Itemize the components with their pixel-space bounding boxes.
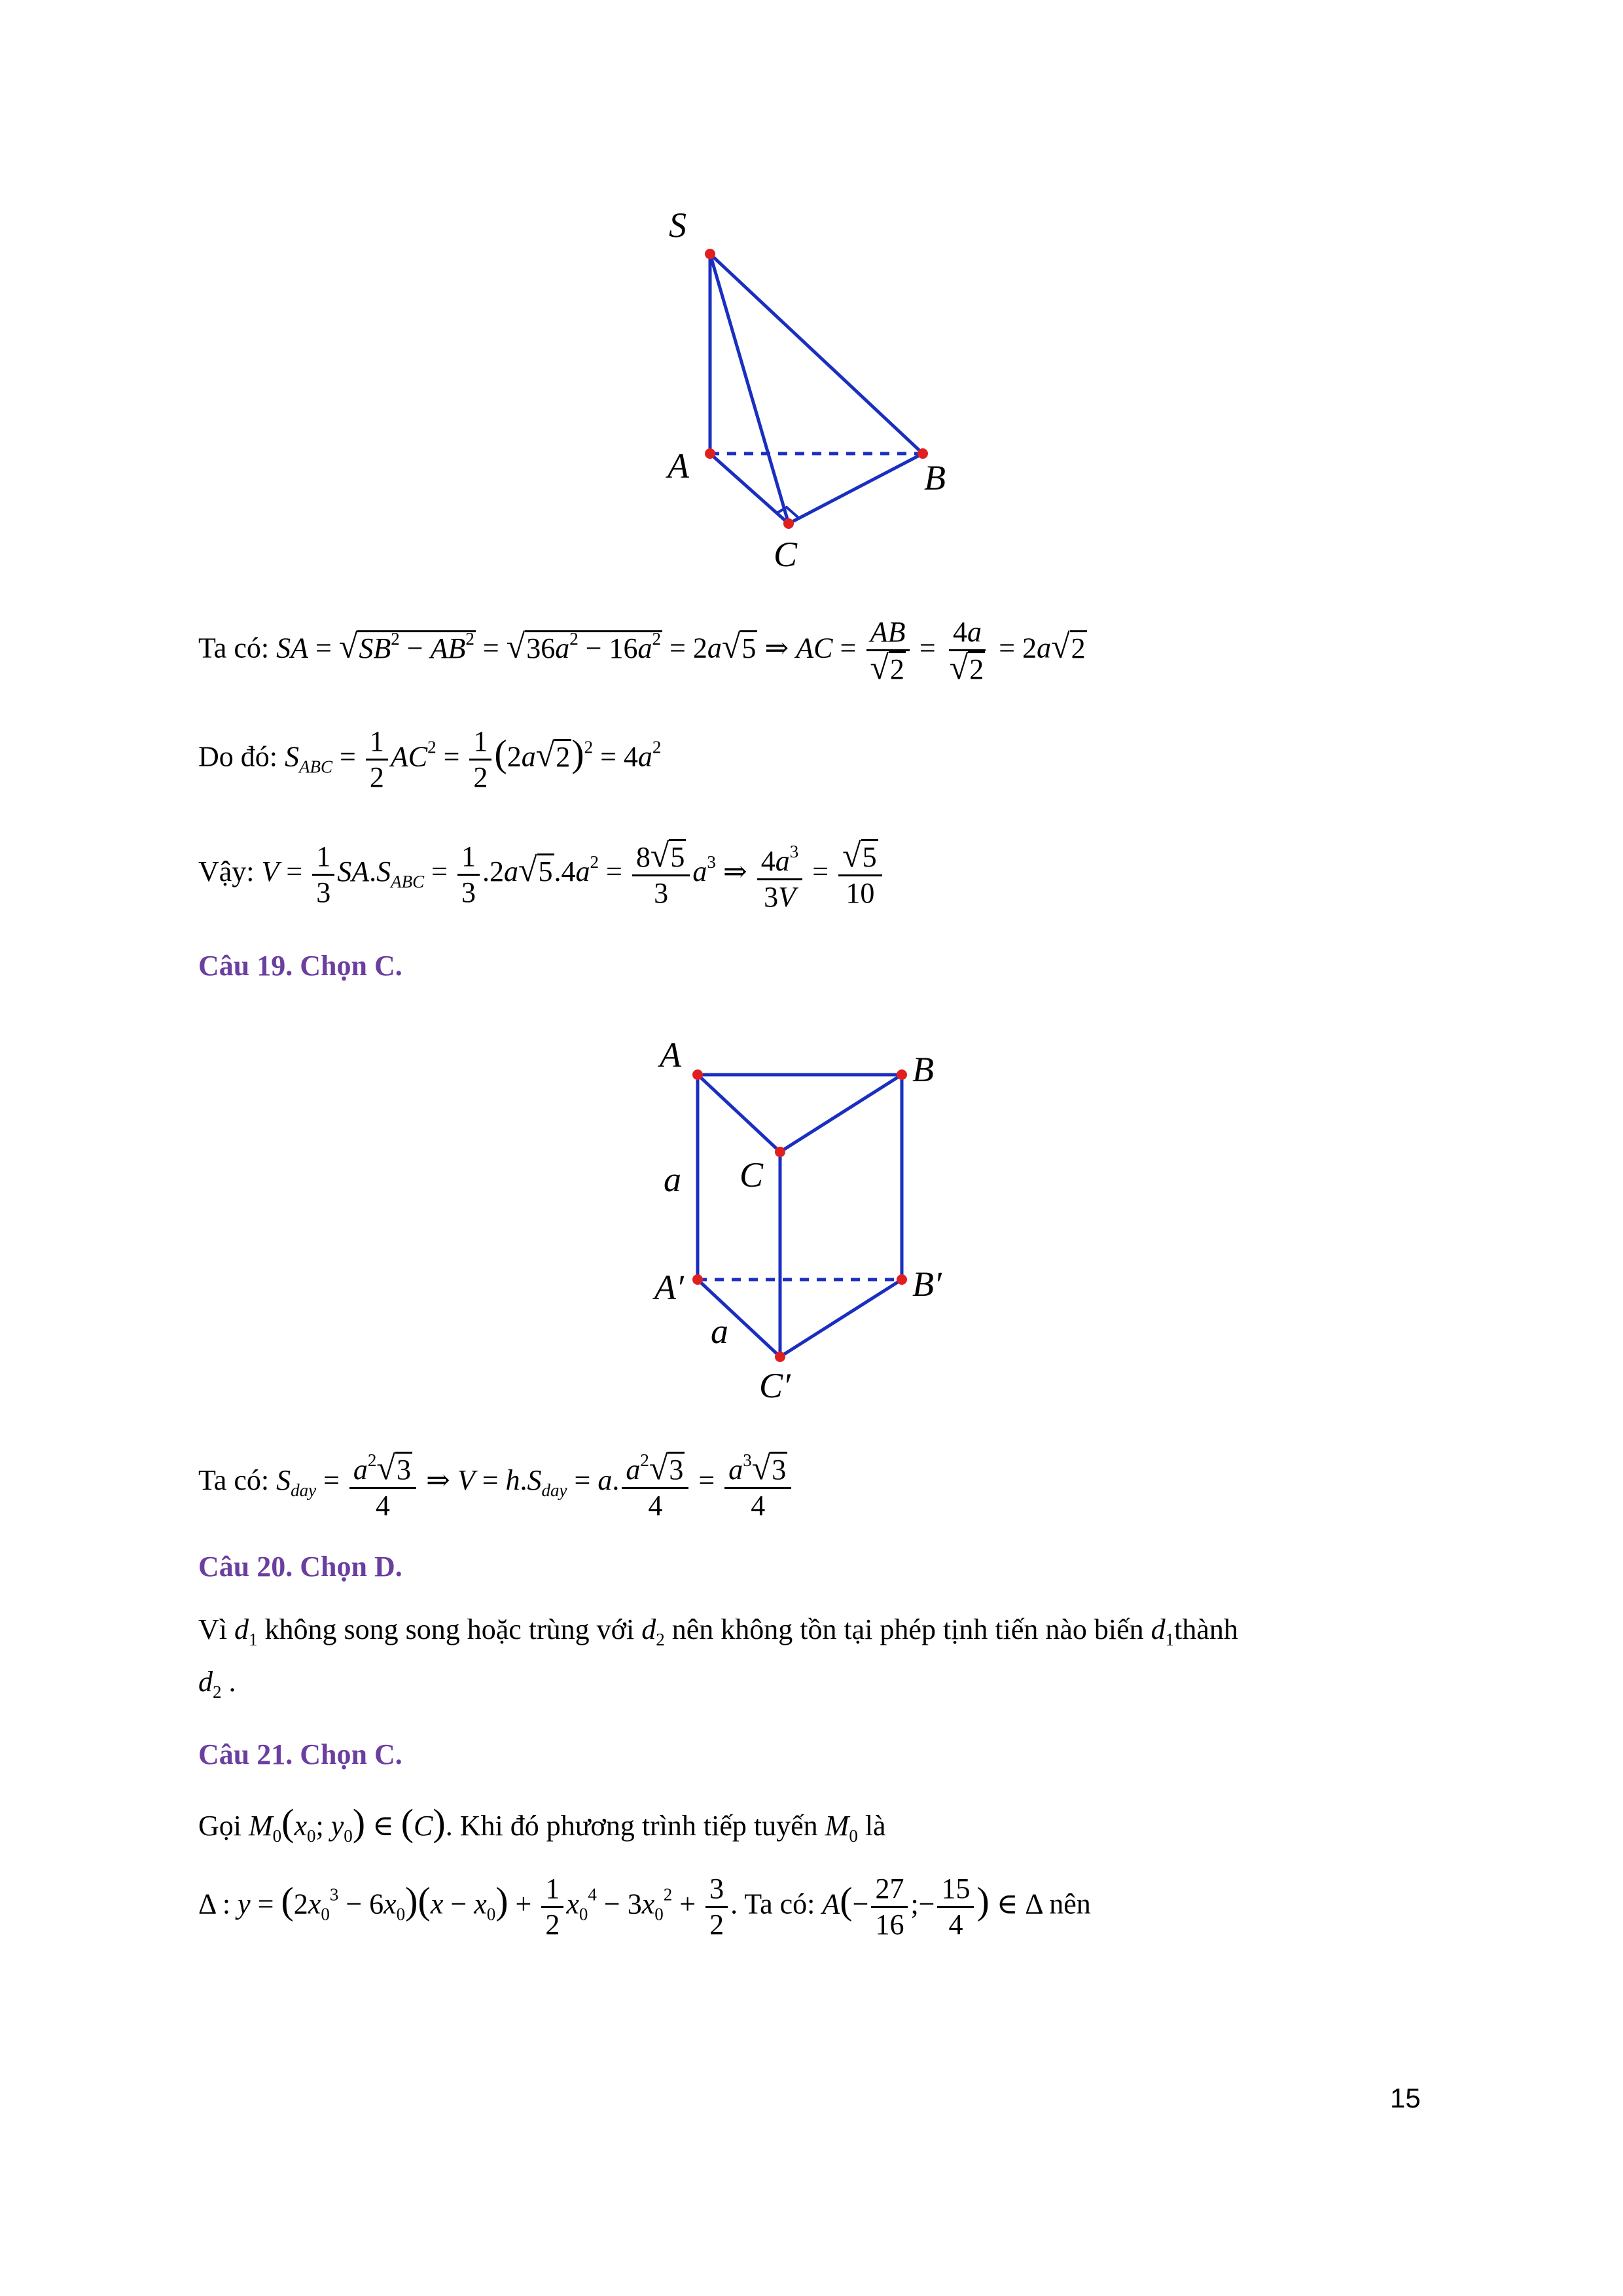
heading-q19: Câu 19. Chọn C. [198, 950, 402, 982]
equation-area-ABC: Do đó: $S_{ABC}$ = $\frac{1}{2}$ $AC^2$ = $\frac{1}{2}$ $(2a√2)^2 = 4a^2$ [198, 725, 662, 793]
q21-tangent-equation: Δ : $y = (2x_0^3 - 6x_0)(x - x_0)$ + $\frac{1}{2}$ $x_0^4 - 3x_0^2$ + $\frac{3}{2}$ . Ta có: A(− $\frac{27}{16}$ ;− $\frac{15}{4}$ ) ∈ Δ nên [198, 1873, 1091, 1941]
page-number: 15 [1390, 2083, 1421, 2113]
equation-volume: Vậy: V = $\frac{1}{3}$ $SA.S_{ABC}$ = $\frac{1}{3}$ $.2a√5.4a^2$ = $\frac{8√5}{3}$ $a^3$ ⇒ $\frac{4a^3}{3V}$ = $\frac{√5}{10}$ [198, 834, 885, 914]
figure-tetrahedron [641, 203, 982, 583]
label-side-a2: a [711, 1312, 728, 1351]
heading-q20: Câu 20. Chọn D. [198, 1551, 402, 1583]
equation-prism-volume: Ta có: $S_{day}$ = $\frac{a^2√3}{4}$ ⇒ $V = h.S_{day} = a$. $\frac{a^2√3}{4}$ = $\frac{a^3√3}{4}$ [198, 1443, 794, 1523]
edge-A1C1 [698, 1280, 780, 1357]
label-A: A [660, 1035, 681, 1075]
label-C: C [774, 535, 798, 574]
label-B: B [924, 458, 946, 497]
label-B: B [912, 1050, 934, 1089]
q21-text-line1: Gọi $M_0(x_0$; $y_0$) ∈ (C). Khi đó phương trình tiếp tuyến $M_0$ là [198, 1801, 886, 1846]
label-A1: A′ [654, 1268, 684, 1307]
edge-SB [710, 254, 923, 454]
edge-AC [698, 1075, 780, 1152]
label-S: S [669, 206, 687, 245]
q20-text-line2: $d_2$ . [198, 1666, 236, 1702]
edge-CB [789, 454, 923, 524]
label-A: A [668, 446, 689, 486]
edge-SC [710, 254, 789, 524]
edge-CB [780, 1075, 902, 1152]
label-C1: C′ [759, 1366, 791, 1405]
edge-C1B1 [780, 1280, 902, 1357]
label-B1: B′ [912, 1265, 942, 1304]
figure-prism [641, 1028, 982, 1407]
q20-text-line1: Vì $d_1$ không song song hoặc trùng với $d_2$ nên không tồn tại phép tịnh tiến nào biến $d_1thành$ [198, 1613, 1238, 1649]
equation-SA: Ta có: SA = $√SB^2 - AB^2 = √36a^2 - 16a^2 = 2a√5$ ⇒ AC = $\frac{AB}{√2}$ = $\frac{4a}{√2}$ = 2a√2 [198, 616, 1086, 687]
label-C: C [740, 1155, 764, 1194]
heading-q21: Câu 21. Chọn C. [198, 1738, 402, 1770]
label-side-a1: a [664, 1160, 681, 1199]
